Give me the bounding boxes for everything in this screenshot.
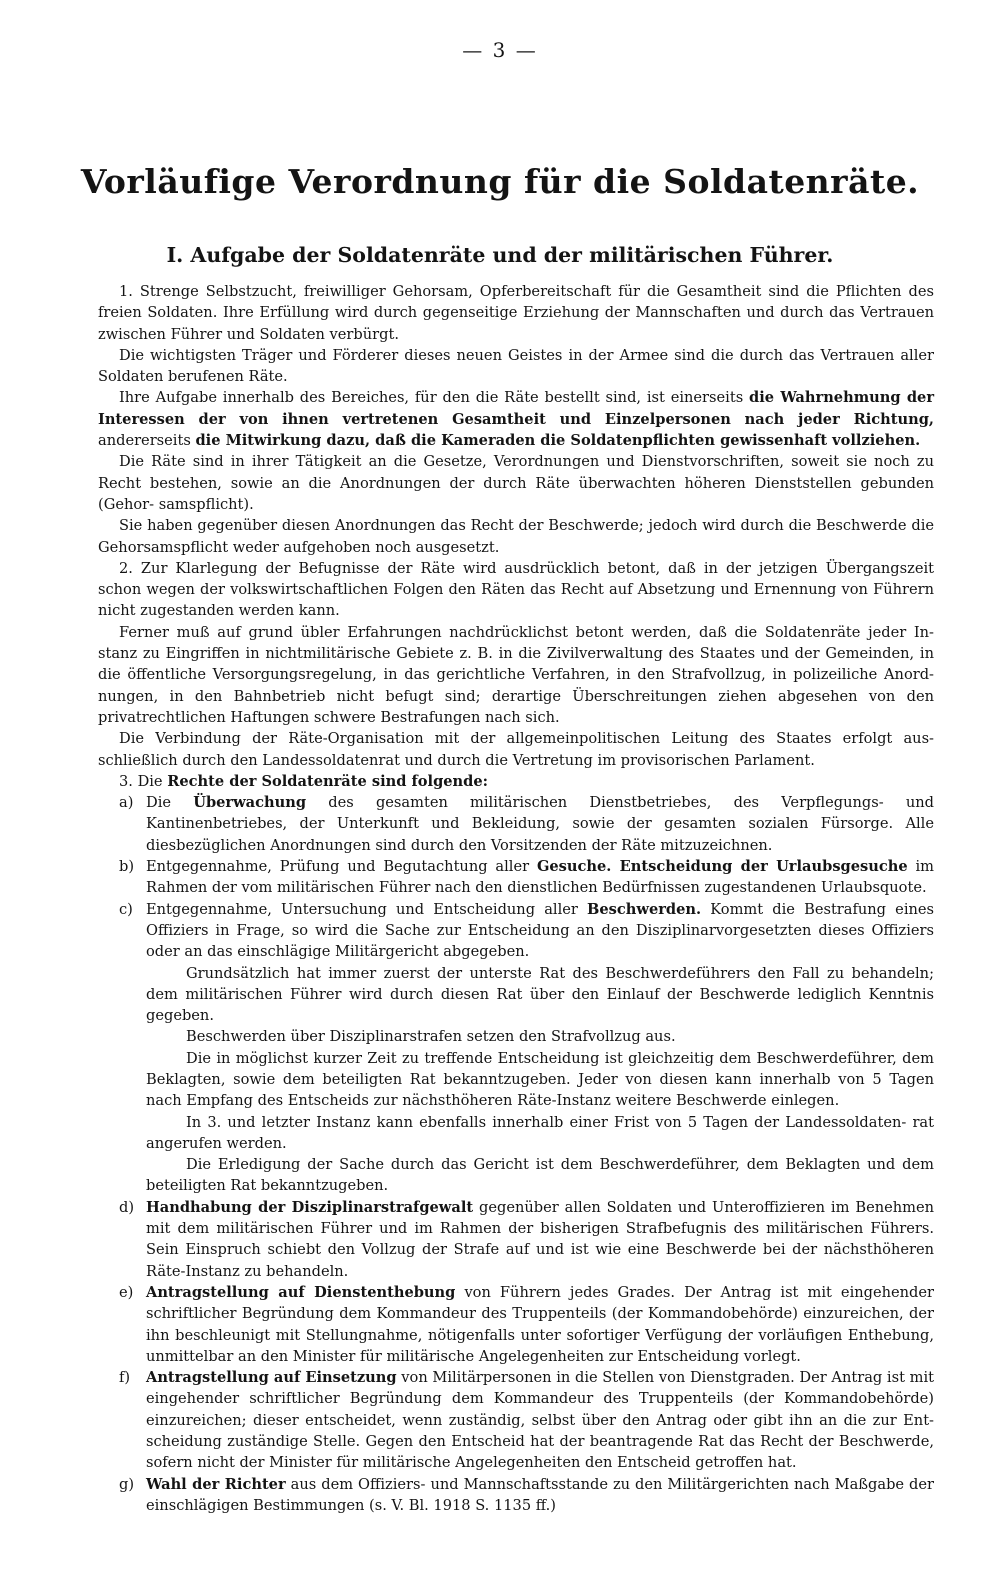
list-item-text-part: Entgegennahme, Untersuchung und Entscheidung aller <box>146 900 578 918</box>
list-item-label: e) <box>119 1283 134 1301</box>
paragraph-2: Die wichtigsten Träger und Förderer dieses neuen Geistes in der Armee sind die durch das Vertrauen aller Soldaten berufenen Räte. <box>98 346 934 386</box>
page-number: — 3 — <box>462 38 538 62</box>
list-item-text-part: von Militärpersonen in die Stellen von Dienstgraden. Der Antrag ist mit eingehender schriftlicher Begründung dem Kommandeur des Truppenteils (der Kommandobehörde) einzureichen; dieser entscheidet, wenn zuständig, selbst über den Antrag oder gibt ihn an die zur Ent- scheidung zuständige Stelle. Gegen den Entscheid hat der beantragende Rat das Recht der Beschwerde, sofern nicht der Minister für militärische Angelegenheiten den Entscheid getroffen hat. <box>146 1369 934 1472</box>
list-item-c <box>98 899 934 1197</box>
list-item-emphasis: Wahl der Richter <box>146 1475 286 1493</box>
paragraph-3-text-a: Ihre Aufgabe innerhalb des Bereiches, für den die Räte bestellt sind, ist einerseits <box>119 389 744 407</box>
paragraph-3-emphasis-1: die Wahrnehmung der Interessen der von ihnen vertretenen Gesamtheit und Einzelpersonen nach jeder Richtung, <box>98 389 935 428</box>
list-item-b <box>98 856 934 899</box>
list-item-emphasis: Antragstellung auf Dienstenthebung <box>146 1283 456 1301</box>
list-item-g <box>98 1474 934 1517</box>
document-title: Vorläufige Verordnung für die Soldatenräte. <box>80 162 920 201</box>
list-item-text-part: von Führern jedes Grades. Der Antrag ist mit eingehender schriftlicher Begründung dem Kommandeur des Truppenteils (der Kommandobehörde) einzureichen, der ihn beschleunigt mit Stellungnahme, nötigenfalls unter sofortiger Verfügung der vorläufigen Enthebung, unmittelbar an den Minister für militärische Angelegenheiten zur Entscheidung vorlegt. <box>146 1283 935 1365</box>
list-item-text-part: Kommt die Bestrafung eines Offiziers in Frage, so wird die Sache zur Entscheidung an den Disziplinarvorgesetzten dieses Offiziers oder an das einschlägige Militärgericht abgegeben. <box>146 900 935 961</box>
list-item-d <box>98 1197 934 1282</box>
list-item-subparagraph: Die Erledigung der Sache durch das Gericht ist dem Beschwerdeführer, dem Beklagten und dem beteiligten Rat bekanntzugeben. <box>146 1156 934 1195</box>
list-item-subparagraph: Die in möglichst kurzer Zeit zu treffende Entscheidung ist gleichzeitig dem Beschwerdeführer, dem Beklagten, sowie dem beteiligten Rat bekanntzugeben. Jeder von diesen kann innerhalb von 5 Tagen nach Empfang des Entscheids zur nächsthöheren Räte-Instanz weitere Beschwerde einlegen. <box>146 1049 934 1110</box>
list-item-label: a) <box>119 794 134 812</box>
paragraph-9-number: 3. Die <box>119 772 163 790</box>
paragraph-7: Ferner muß auf grund übler Erfahrungen nachdrücklichst betont werden, daß die Soldatenräte jeder In- stanz zu Eingriffen in nichtmilitärische Gebiete z. B. in die Zivilverwaltung des Staates und der Gemeinden, in die öffentliche Versorgungsregelung, in das gerichtliche Verfahren, in den Strafvollzug, in polizeiliche Anord- nungen, in den Bahnbetrieb nicht befugt sind; derartige Überschreitungen ziehen abgesehen von den privatrechtlichen Haftungen schwere Bestrafungen nach sich. <box>98 623 934 726</box>
list-item-subparagraph: In 3. und letzter Instanz kann ebenfalls innerhalb einer Frist von 5 Tagen der Landessoldaten- rat angerufen werden. <box>146 1113 934 1152</box>
list-item-text <box>146 1197 934 1282</box>
section-heading: I. Aufgabe der Soldatenräte und der militärischen Führer. <box>166 243 834 267</box>
paragraph-3-text-c: andererseits <box>98 432 191 450</box>
list-item-text <box>146 792 934 856</box>
list-item-text <box>146 1282 934 1367</box>
list-item-text <box>146 1474 934 1517</box>
list-item-emphasis: Gesuche. Entscheidung der Urlaubsgesuche <box>536 858 908 876</box>
list-item-subparagraph: Beschwerden über Disziplinarstrafen setzen den Strafvollzug aus. <box>186 1028 676 1046</box>
list-item-label: f) <box>119 1369 131 1387</box>
list-item-subparagraph: Grundsätzlich hat immer zuerst der unterste Rat des Beschwerdeführers den Fall zu behandeln; dem militärischen Führer wird durch diesen Rat über den Einlauf der Beschwerde lediglich Kenntnis gegeben. <box>146 964 934 1025</box>
paragraph-3 <box>98 387 934 451</box>
list-item-text <box>146 856 934 899</box>
list-item-emphasis: Handhabung der Disziplinarstrafgewalt <box>146 1198 474 1216</box>
list-item-emphasis: Überwachung <box>193 794 307 812</box>
list-item-a <box>98 792 934 856</box>
list-item-text-part: gegenüber allen Soldaten und Unteroffizieren im Benehmen mit dem militärischen Führer und im Rahmen der bisherigen Strafbefugnis des militärischen Führers. Sein Einspruch schiebt den Vollzug der Strafe auf und ist wie eine Beschwerde bei der nächsthöheren Räte-Instanz zu behandeln. <box>146 1198 935 1280</box>
paragraph-6: 2. Zur Klarlegung der Befugnisse der Räte wird ausdrücklich betont, daß in der jetzigen Übergangszeit schon wegen der volkswirtschaftlichen Folgen den Räten das Recht auf Absetzung und Ernennung von Führern nicht zugestanden werden kann. <box>98 559 934 620</box>
list-item-label: d) <box>119 1198 135 1216</box>
paragraph-4: Die Räte sind in ihrer Tätigkeit an die Gesetze, Verordnungen und Dienstvorschriften, soweit sie noch zu Recht bestehen, sowie an die Anordnungen der durch Räte überwachten höheren Dienststellen gebunden (Gehor- samspflicht). <box>98 453 934 513</box>
paragraph-5: Sie haben gegenüber diesen Anordnungen das Recht der Beschwerde; jedoch wird durch die Beschwerde die Gehorsamspflicht weder aufgehoben noch ausgesetzt. <box>98 517 934 556</box>
list-item-f <box>98 1367 934 1473</box>
list-item-label: c) <box>119 900 133 918</box>
paragraph-1: 1. Strenge Selbstzucht, freiwilliger Gehorsam, Opferbereitschaft für die Gesamtheit sind die Pflichten des freien Soldaten. Ihre Erfüllung wird durch gegenseitige Erziehung der Mannschaften und durch das Vertrauen zwischen Führer und Soldaten verbürgt. <box>98 283 934 343</box>
list-item-emphasis: Antragstellung auf Einsetzung <box>146 1369 397 1387</box>
paragraph-3-emphasis-2: die Mitwirkung dazu, daß die Kameraden die Soldatenpflichten gewissenhaft vollziehen. <box>195 432 921 450</box>
paragraph-9-emphasis: Rechte der Soldatenräte sind folgende: <box>167 772 489 790</box>
list-item-label: b) <box>119 858 135 876</box>
list-item-emphasis: Beschwerden. <box>587 900 702 918</box>
paragraph-8: Die Verbindung der Räte-Organisation mit der allgemeinpolitischen Leitung des Staates erfolgt aus- schließlich durch den Landessoldatenrat und durch die Vertretung im provisorischen Parlament. <box>98 730 934 769</box>
list-item-text-part: im Rahmen der vom militärischen Führer nach den dienstlichen Bedürfnissen zugestandenen Urlaubsquote. <box>146 858 935 897</box>
list-item-text-part: Die <box>146 794 172 812</box>
paragraph-9-heading <box>98 771 934 792</box>
document-body <box>98 281 934 1516</box>
list-item-text-part: aus dem Offiziers- und Mannschaftsstande zu den Militärgerichten nach Maßgabe der einschlägigen Bestimmungen (s. V. Bl. 1918 S. 1135 ff.) <box>146 1475 934 1514</box>
list-item-label: g) <box>119 1475 135 1493</box>
list-item-text <box>146 899 934 963</box>
list-item-e <box>98 1282 934 1367</box>
list-item-text-part: Entgegennahme, Prüfung und Begutachtung aller <box>146 858 530 876</box>
list-item-text <box>146 1367 934 1473</box>
list-item-text-part: des gesamten militärischen Dienstbetriebes, des Verpflegungs- und Kantinenbetriebes, der Unterkunft und Bekleidung, sowie der gesamten sozialen Fürsorge. Alle diesbezüglichen Anordnungen sind durch den Vorsitzenden der Räte mitzuzeichnen. <box>146 794 934 854</box>
